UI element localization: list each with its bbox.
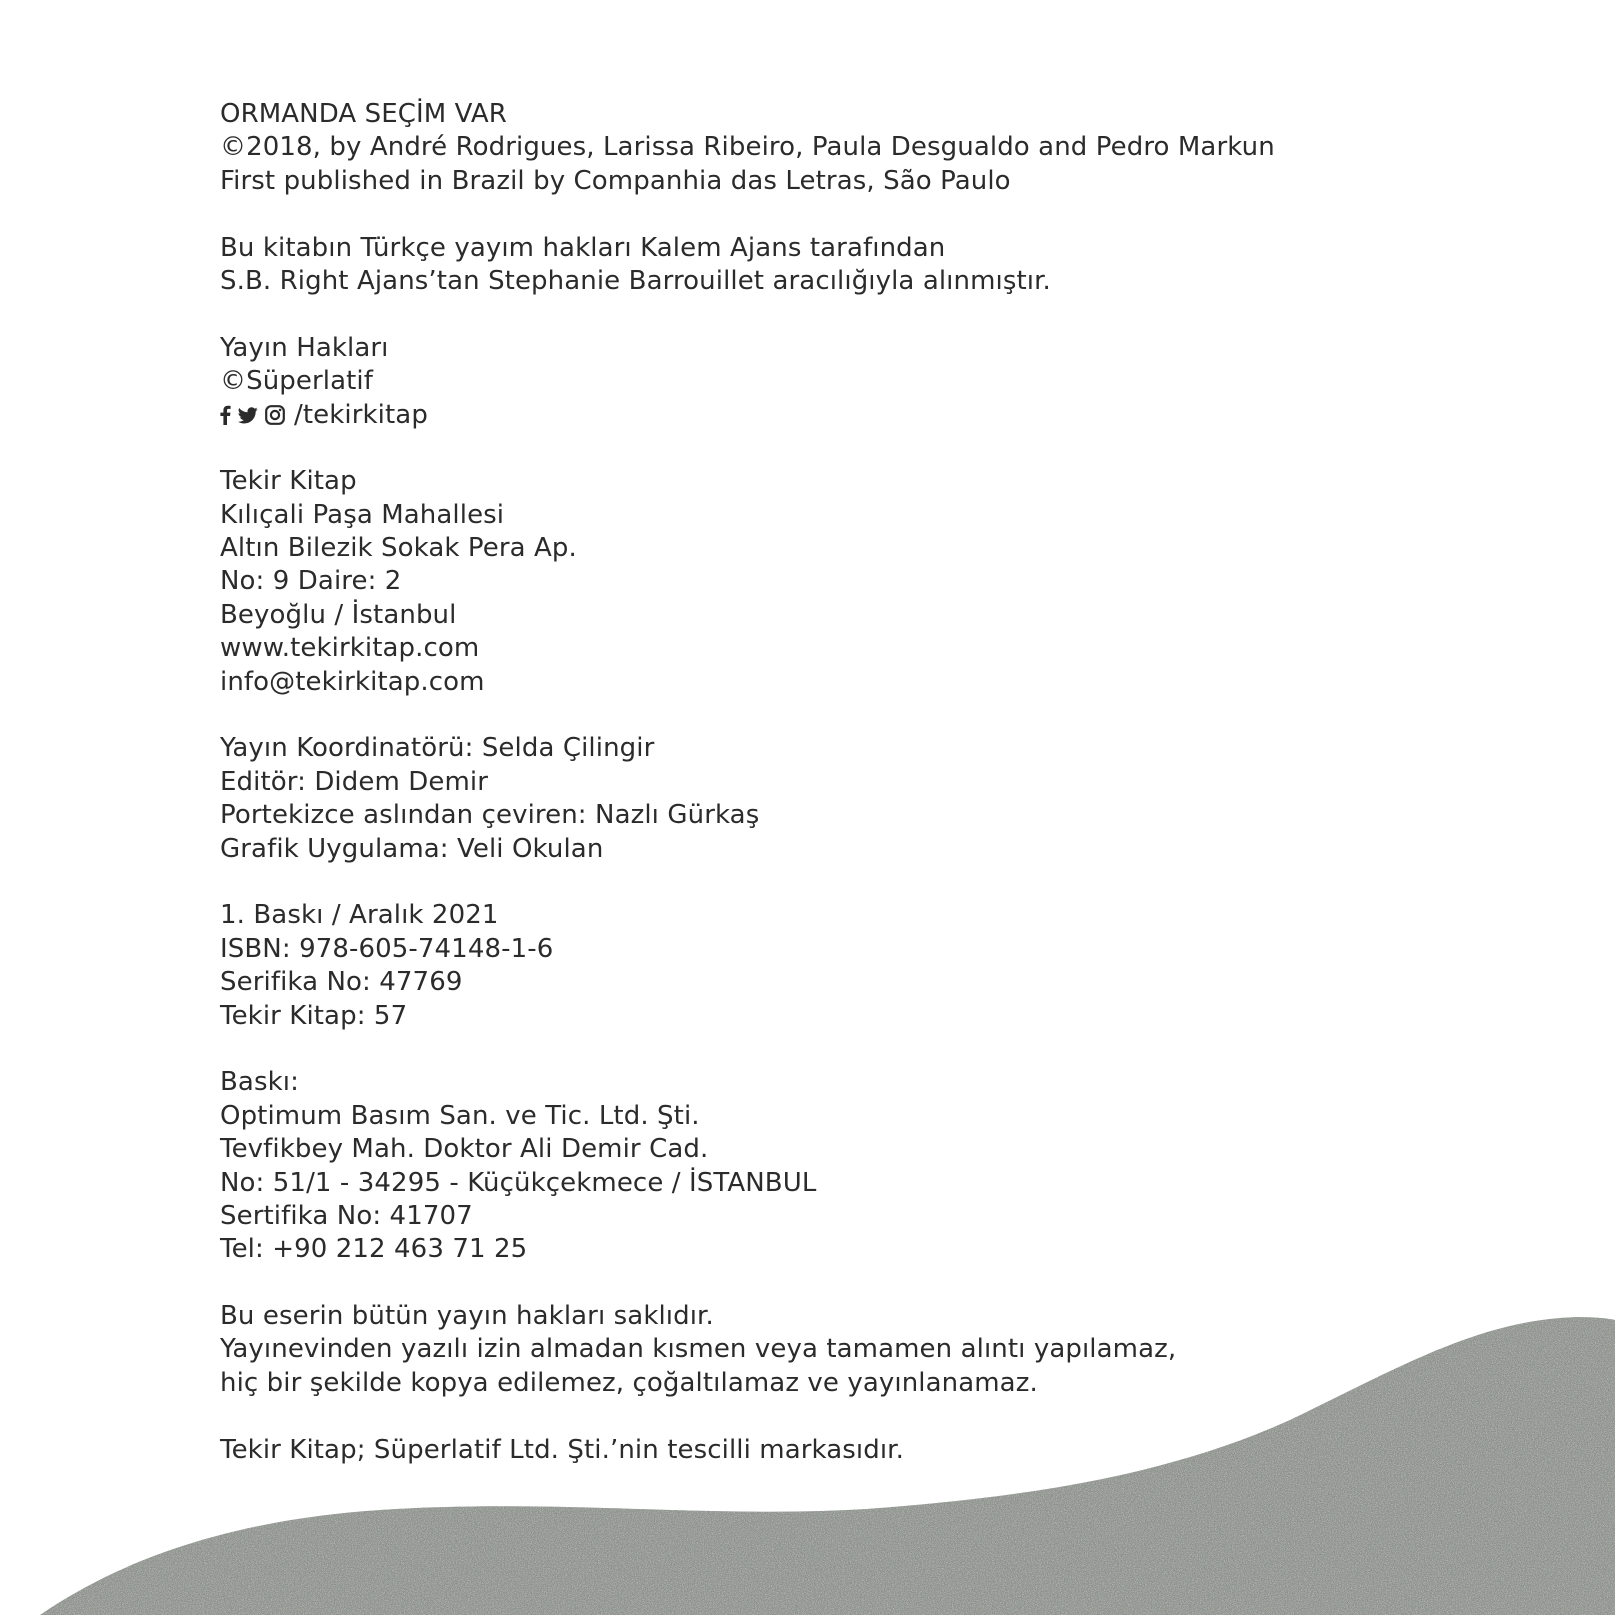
publisher-address-line-3: No: 9 Daire: 2	[220, 566, 402, 597]
series-number: Tekir Kitap: 57	[220, 1000, 408, 1031]
publisher-address-line-1: Kılıçali Paşa Mahallesi	[220, 499, 505, 530]
rights-line-1: Bu kitabın Türkçe yayım hakları Kalem Ajans tarafından	[220, 232, 946, 263]
colophon-text	[220, 98, 1400, 1500]
copyright-line: ©2018, by André Rodrigues, Larissa Ribeiro, Paula Desgualdo and Pedro Markun	[220, 132, 1275, 163]
trademark-notice	[220, 1434, 1400, 1467]
twitter-icon	[238, 407, 258, 424]
notice-line-2: Yayınevinden yazılı izin almadan kısmen veya tamamen alıntı yapılamaz,	[220, 1334, 1177, 1365]
rights-notice	[220, 1300, 1400, 1400]
printer-name: Optimum Basım San. ve Tic. Ltd. Şti.	[220, 1100, 700, 1131]
trademark-line: Tekir Kitap; Süperlatif Ltd. Şti.’nin tescilli markasıdır.	[220, 1434, 904, 1465]
printer-info	[220, 1066, 1400, 1266]
printer-address-line-1: Tevfikbey Mah. Doktor Ali Demir Cad.	[220, 1134, 709, 1165]
first-published-line: First published in Brazil by Companhia das Letras, São Paulo	[220, 165, 1011, 196]
isbn: ISBN: 978-605-74148-1-6	[220, 933, 554, 964]
publishing-rights-heading: Yayın Hakları	[220, 332, 389, 363]
notice-line-3: hiç bir şekilde kopya edilemez, çoğaltılamaz ve yayınlanamaz.	[220, 1367, 1038, 1398]
printer-certificate: Sertifika No: 41707	[220, 1200, 473, 1231]
graphics-credit: Grafik Uygulama: Veli Okulan	[220, 833, 604, 864]
social-media-row	[220, 399, 1400, 432]
editor-credit: Editör: Didem Demir	[220, 766, 489, 797]
rights-line-2: S.B. Right Ajans’tan Stephanie Barrouillet aracılığıyla alınmıştır.	[220, 265, 1051, 296]
serifika-number: Serifika No: 47769	[220, 967, 463, 998]
book-title: ORMANDA SEÇİM VAR	[220, 99, 507, 129]
publisher-website: www.tekirkitap.com	[220, 633, 480, 664]
printer-phone: Tel: +90 212 463 71 25	[220, 1234, 528, 1265]
credits	[220, 732, 1400, 866]
facebook-icon	[220, 405, 231, 425]
translator-credit: Portekizce aslından çeviren: Nazlı Gürkaş	[220, 800, 760, 831]
publisher-name: Tekir Kitap	[220, 466, 357, 497]
publishing-rights	[220, 332, 1400, 432]
book-info	[220, 98, 1400, 198]
social-handle: /tekirkitap	[294, 399, 428, 430]
translation-rights	[220, 232, 1400, 299]
printer-address-line-2: No: 51/1 - 34295 - Küçükçekmece / İSTANBUL	[220, 1167, 817, 1198]
printer-heading: Baskı:	[220, 1067, 299, 1098]
publisher-address-line-4: Beyoğlu / İstanbul	[220, 599, 457, 630]
notice-line-1: Bu eserin bütün yayın hakları saklıdır.	[220, 1301, 714, 1332]
instagram-icon	[265, 405, 285, 425]
publisher-address-line-2: Altın Bilezik Sokak Pera Ap.	[220, 533, 577, 564]
edition-info	[220, 899, 1400, 1033]
coordinator-credit: Yayın Koordinatörü: Selda Çilingir	[220, 733, 655, 764]
publishing-rights-holder: ©Süperlatif	[220, 366, 373, 397]
printing-edition: 1. Baskı / Aralık 2021	[220, 900, 499, 931]
publisher-info	[220, 465, 1400, 699]
publisher-email: info@tekirkitap.com	[220, 666, 485, 697]
